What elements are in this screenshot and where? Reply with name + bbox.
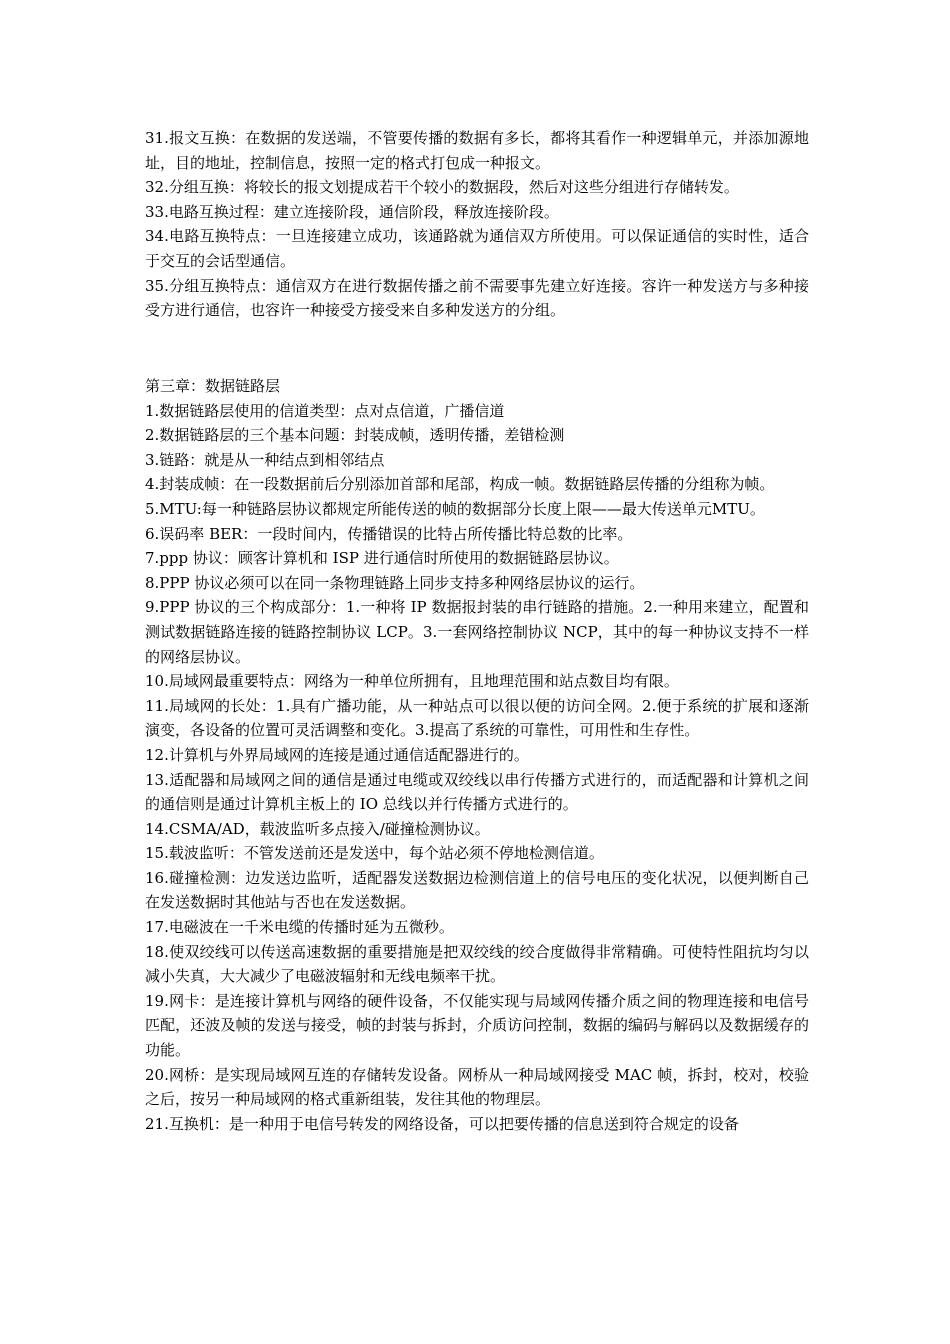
chapter-item-21: 21.互换机：是一种用于电信号转发的网络设备，可以把要传播的信息送到符合规定的设备 (145, 1114, 739, 1133)
chapter-item-3: 3.链路：就是从一种结点到相邻结点 (145, 450, 385, 469)
chapter-item-16: 16.碰撞检测：边发送边监听，适配器发送数据边检测信道上的信号电压的变化状况，以便判断自己在发送数据时其他站与否也在发送数据。 (145, 868, 809, 912)
paragraph-34: 34.电路互换特点：一旦连接建立成功，该通路就为通信双方所使用。可以保证通信的实时性，适合于交互的会话型通信。 (145, 227, 809, 270)
chapter-title: 第三章：数据链路层 (145, 377, 281, 395)
chapter-item-4: 4.封装成帧：在一段数据前后分别添加首部和尾部，构成一帧。数据链路层传播的分组称为帧。 (145, 475, 775, 494)
chapter-item-19: 19.网卡：是连接计算机与网络的硬件设备，不仅能实现与局域网传播介质之间的物理连接和电信号匹配，还波及帧的发送与接受，帧的封装与拆封，介质访问控制，数据的编码与解码以及数据缓存的功能。 (145, 991, 809, 1060)
chapter-three-section (145, 374, 809, 1136)
chapter-item-15: 15.载波监听：不管发送前还是发送中，每个站必须不停地检测信道。 (145, 844, 604, 863)
chapter-item-12: 12.计算机与外界局域网的连接是通过通信适配器进行的。 (145, 745, 529, 764)
chapter-item-18: 18.使双绞线可以传送高速数据的重要措施是把双绞线的绞合度做得非常精确。可使特性阻抗均匀以减小失真，大大减少了电磁波辐射和无线电频率干扰。 (145, 942, 809, 986)
paragraph-33: 33.电路互换过程：建立连接阶段，通信阶段，释放连接阶段。 (145, 202, 559, 221)
paragraph-32: 32.分组互换：将较长的报文划提成若干个较小的数据段，然后对这些分组进行存储转发。 (145, 178, 739, 197)
chapter-item-2: 2.数据链路层的三个基本问题：封装成帧，透明传播，差错检测 (145, 426, 565, 445)
chapter-item-6: 6.误码率 BER：一段时间内，传播错误的比特占所传播比特总数的比率。 (145, 524, 633, 543)
chapter-item-8: 8.PPP 协议必须可以在同一条物理链路上同步支持多种网络层协议的运行。 (145, 573, 645, 592)
section-top (145, 126, 809, 323)
paragraph-35: 35.分组互换特点：通信双方在进行数据传播之前不需要事先建立好连接。容许一种发送方与多种接受方进行通信，也容许一种接受方接受来自多种发送方的分组。 (145, 276, 809, 320)
chapter-item-9: 9.PPP 协议的三个构成部分：1.一种将 IP 数据报封装的串行链路的措施。2.一种用来建立，配置和测试数据链路连接的链路控制协议 LCP。3.一套网络控制协议 NCP，其中的每一种协议支持不一样的网络层协议。 (145, 598, 809, 666)
chapter-item-17: 17.电磁波在一千米电缆的传播时延为五微秒。 (145, 918, 454, 937)
chapter-item-1: 1.数据链路层使用的信道类型：点对点信道，广播信道 (145, 401, 505, 420)
chapter-item-7: 7.ppp 协议：顾客计算机和 ISP 进行通信时所使用的数据链路层协议。 (145, 549, 619, 568)
chapter-item-5: 5.MTU:每一种链路层协议都规定所能传送的帧的数据部分长度上限——最大传送单元MTU。 (145, 499, 765, 518)
chapter-item-14: 14.CSMA/AD，载波监听多点接入/碰撞检测协议。 (145, 819, 490, 838)
chapter-item-11: 11.局域网的长处：1.具有广播功能，从一种站点可以很以便的访问全网。2.便于系统的扩展和逐渐演变，各设备的位置可灵活调整和变化。3.提高了系统的可靠性，可用性和生存性。 (145, 696, 809, 740)
paragraph-31: 31.报文互换：在数据的发送端，不管要传播的数据有多长，都将其看作一种逻辑单元，并添加源地址，目的地址，控制信息，按照一定的格式打包成一种报文。 (145, 129, 809, 172)
chapter-item-20: 20.网桥：是实现局域网互连的存储转发设备。网桥从一种局域网接受 MAC 帧，拆封，校对，校验之后，按另一种局域网的格式重新组装，发往其他的物理层。 (145, 1065, 809, 1109)
chapter-item-10: 10.局域网最重要特点：网络为一种单位所拥有，且地理范围和站点数目均有限。 (145, 672, 679, 691)
chapter-item-13: 13.适配器和局域网之间的通信是通过电缆或双绞线以串行传播方式进行的，而适配器和计算机之间的通信则是通过计算机主板上的 IO 总线以并行传播方式进行的。 (145, 770, 809, 814)
